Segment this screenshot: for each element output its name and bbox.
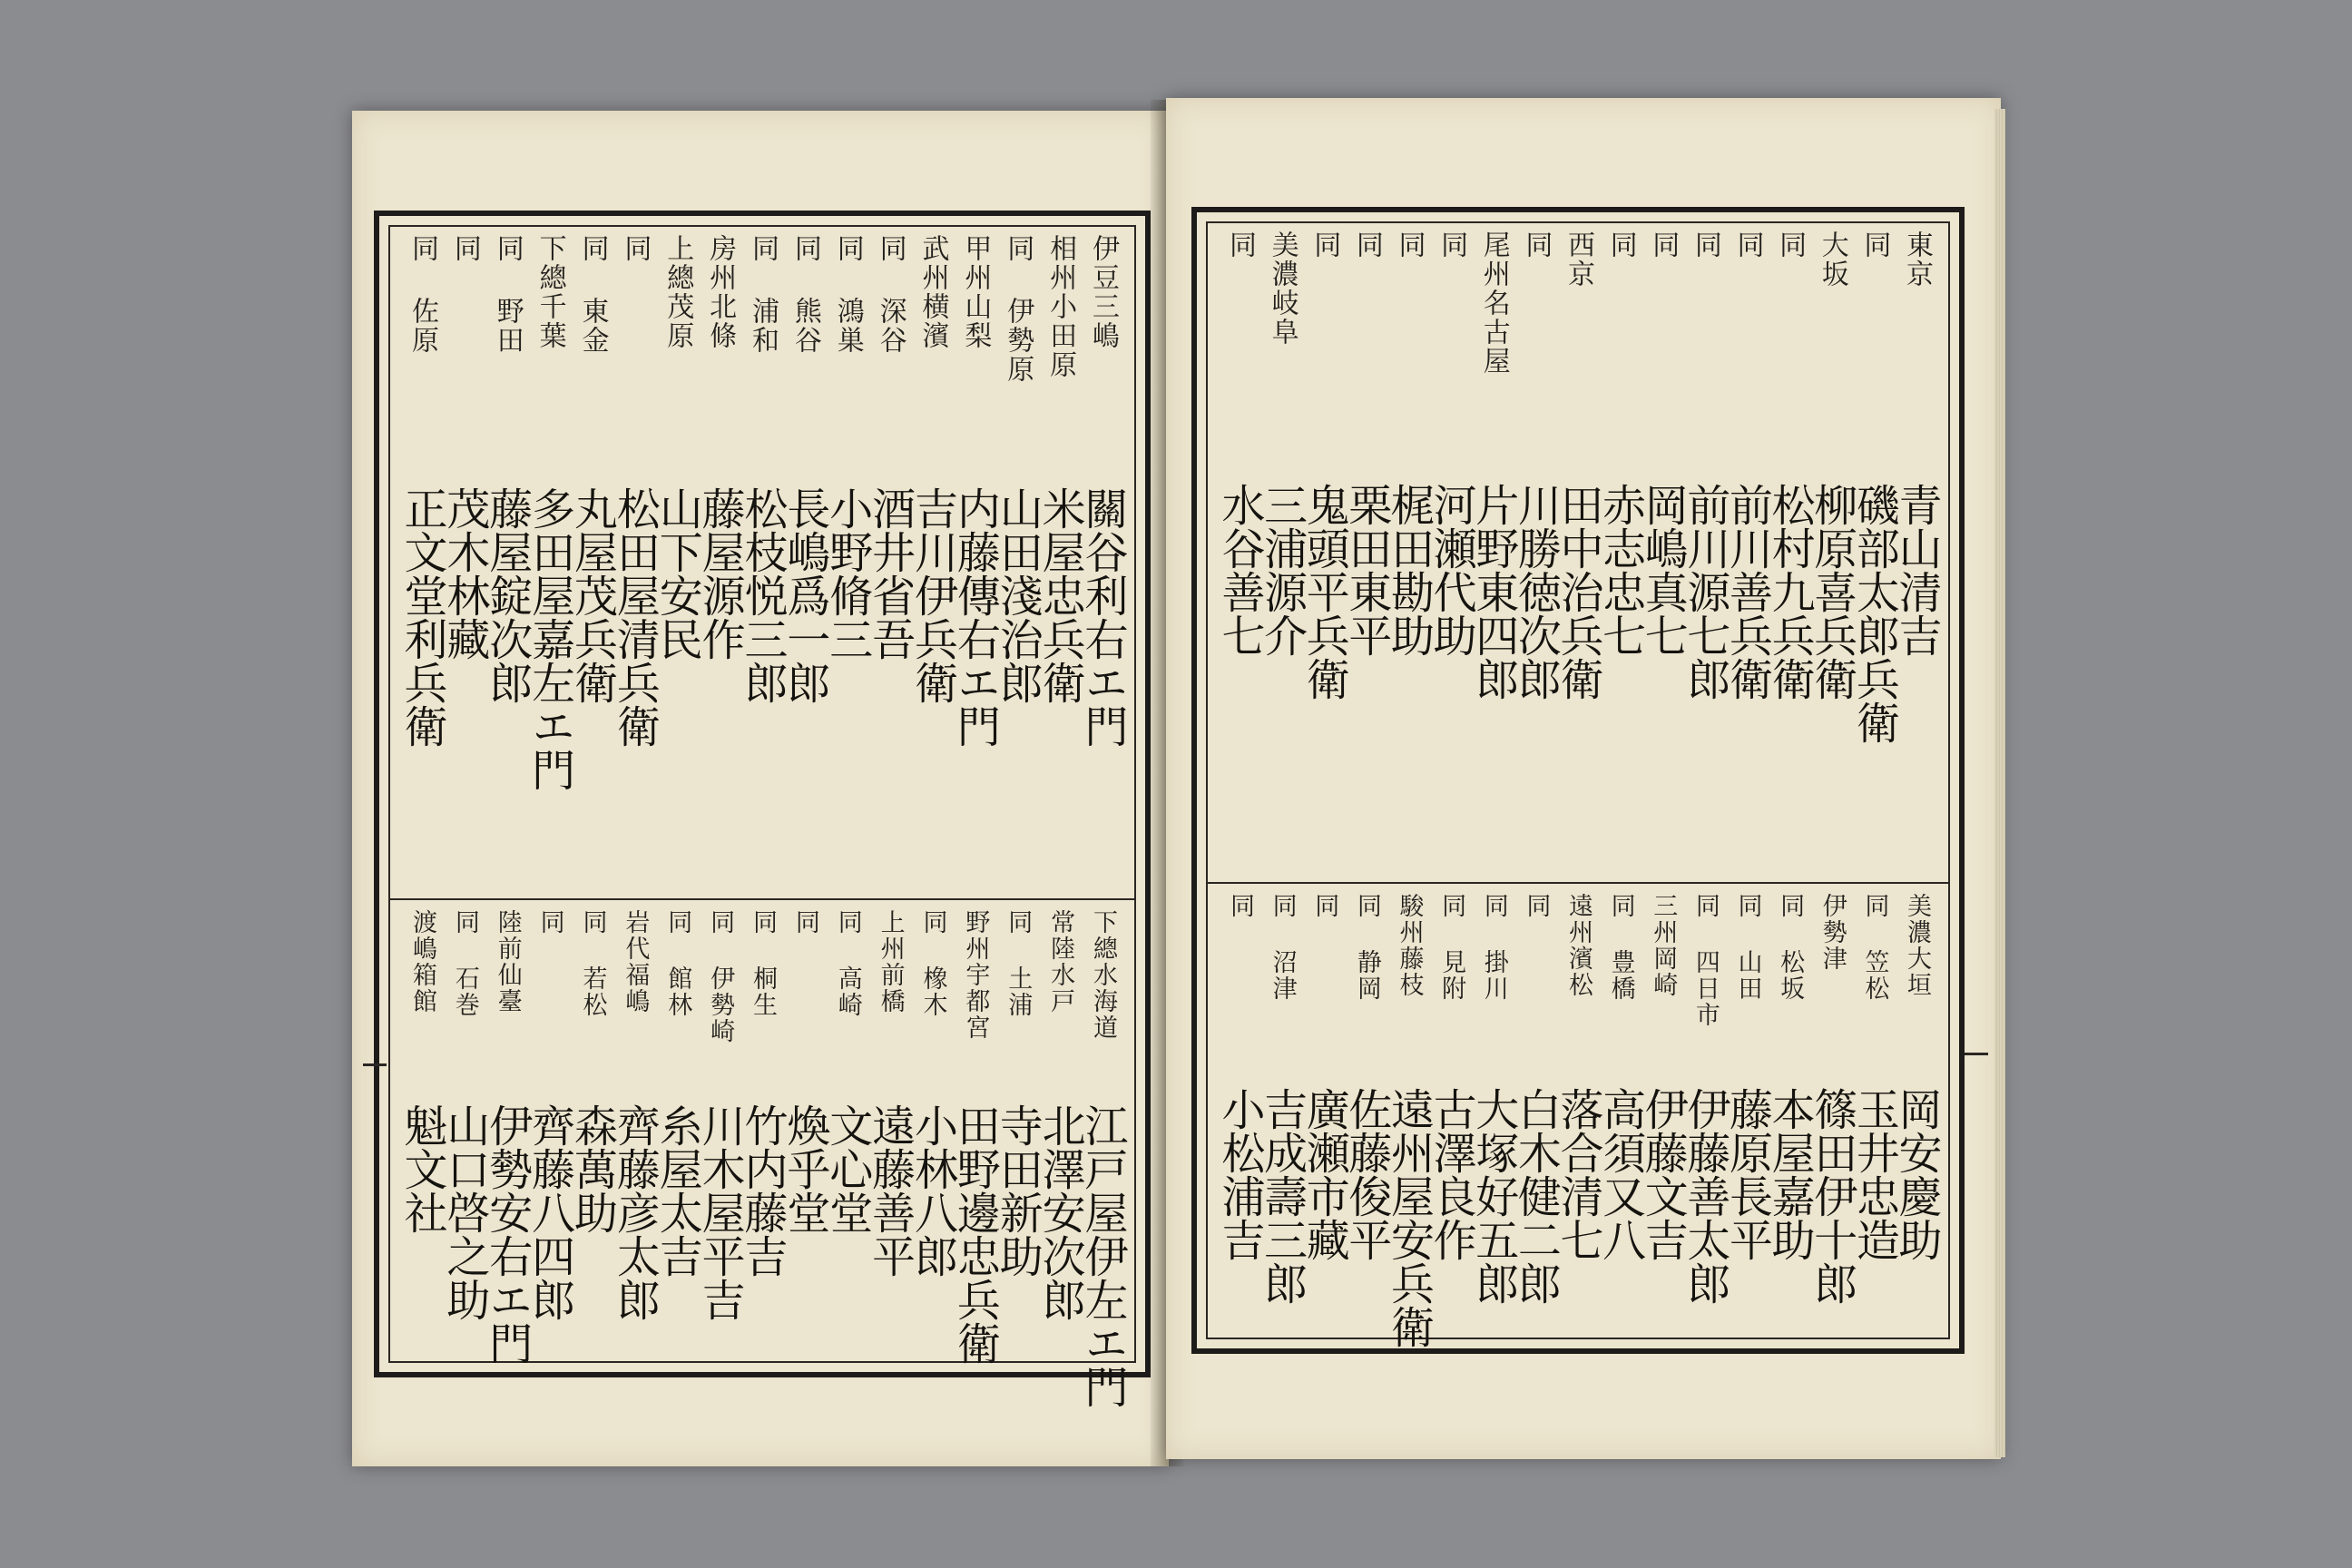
bookseller-name: 大塚好五郎 bbox=[1467, 1087, 1519, 1305]
right-margin-mark bbox=[1965, 1053, 1988, 1055]
bookseller-name: 長嶋爲一郎 bbox=[779, 486, 830, 704]
bookseller-name: 藤屋源作 bbox=[694, 486, 746, 661]
bookseller-name: 竹内藤吉 bbox=[737, 1103, 788, 1278]
right-divider bbox=[1206, 882, 1950, 884]
listing-column bbox=[438, 902, 490, 1370]
bookseller-name: 玉井忠造 bbox=[1848, 1087, 1900, 1261]
listing-column bbox=[1298, 886, 1350, 1345]
listing-column bbox=[524, 227, 575, 897]
listing-column bbox=[438, 227, 490, 897]
listing-column bbox=[949, 227, 1001, 897]
page-edges bbox=[1994, 109, 2005, 1457]
listing-column bbox=[694, 227, 746, 897]
bookseller-name: 小野脩三 bbox=[821, 486, 873, 661]
bookseller-name: 三浦源介 bbox=[1256, 483, 1308, 657]
place-name: 尾州名古屋 bbox=[1477, 230, 1510, 376]
listing-column bbox=[1510, 886, 1562, 1345]
bookseller-name: 北澤安次郎 bbox=[1034, 1103, 1086, 1321]
place-name: 同 佐原 bbox=[407, 234, 438, 355]
bookseller-name: 廣瀬市藏 bbox=[1298, 1087, 1350, 1261]
bookseller-name: 糸屋太吉 bbox=[652, 1103, 703, 1278]
listing-column bbox=[566, 902, 618, 1370]
place-name: 陸前仙臺 bbox=[493, 909, 522, 1014]
listing-column bbox=[779, 227, 830, 897]
listing-column bbox=[1467, 223, 1519, 880]
place-name: 同 浦和 bbox=[747, 234, 779, 355]
bookseller-name: 片野東四郎 bbox=[1467, 483, 1519, 701]
bookseller-name: 森萬助 bbox=[566, 1103, 618, 1234]
bookseller-name: 田中治兵衛 bbox=[1553, 483, 1603, 701]
place-name: 武州横濱 bbox=[916, 234, 949, 350]
listing-column bbox=[1553, 223, 1603, 880]
place-name: 同 bbox=[1522, 893, 1551, 919]
place-name: 同 笠松 bbox=[1860, 893, 1889, 1002]
place-name: 岩代福嶋 bbox=[621, 909, 650, 1014]
bookseller-name: 磯部太郎兵衛 bbox=[1848, 483, 1900, 744]
bookseller-name: 川木屋平吉 bbox=[694, 1103, 746, 1321]
listing-column bbox=[1764, 886, 1816, 1345]
place-name: 上總茂原 bbox=[662, 234, 694, 350]
listing-column bbox=[652, 227, 703, 897]
listing-column bbox=[1214, 886, 1265, 1345]
listing-column bbox=[609, 227, 661, 897]
place-name: 同 bbox=[1774, 230, 1807, 260]
listing-column bbox=[1077, 902, 1128, 1408]
listing-column bbox=[1679, 886, 1730, 1345]
listing-column bbox=[1721, 223, 1773, 880]
place-name: 同 石巻 bbox=[450, 909, 479, 1018]
listing-column bbox=[864, 902, 916, 1370]
listing-column bbox=[652, 902, 703, 1370]
place-name: 同 bbox=[1393, 230, 1426, 260]
place-name: 房州北條 bbox=[704, 234, 737, 350]
bookseller-name: 關谷利右エ門 bbox=[1077, 486, 1128, 748]
place-name: 同 東金 bbox=[576, 234, 609, 355]
bookseller-name: 酒井省吾 bbox=[864, 486, 916, 661]
listing-column bbox=[1721, 886, 1773, 1345]
bookseller-name: 文心堂 bbox=[821, 1103, 873, 1234]
listing-column bbox=[1214, 223, 1265, 880]
place-name: 同 静岡 bbox=[1352, 893, 1381, 1002]
place-name: 下總千葉 bbox=[534, 234, 566, 350]
left-top-section bbox=[388, 227, 1136, 897]
place-name: 同 bbox=[448, 234, 481, 263]
listing-column bbox=[992, 902, 1044, 1370]
bookseller-name: 吉川伊兵衛 bbox=[906, 486, 958, 704]
bookseller-name: 齊藤彦太郎 bbox=[609, 1103, 661, 1321]
bookseller-name: 小松浦吉 bbox=[1214, 1087, 1265, 1261]
listing-column bbox=[566, 227, 618, 897]
place-name: 遠州濱松 bbox=[1564, 893, 1592, 998]
listing-column bbox=[737, 902, 788, 1370]
bookseller-name: 茂木林藏 bbox=[438, 486, 490, 661]
bookseller-name: 丸屋茂兵衛 bbox=[566, 486, 618, 704]
bookseller-name: 山口啓之助 bbox=[438, 1103, 490, 1321]
listing-column bbox=[1340, 886, 1392, 1345]
listing-column bbox=[1340, 223, 1392, 880]
bookseller-name: 伊勢安右エ門 bbox=[481, 1103, 533, 1365]
place-name: 同 館林 bbox=[663, 909, 692, 1018]
bookseller-name: 赤志忠七 bbox=[1594, 483, 1646, 657]
listing-column bbox=[1848, 223, 1900, 880]
left-bottom-section bbox=[388, 902, 1136, 1408]
place-name: 同 若松 bbox=[578, 909, 607, 1018]
left-page-frame bbox=[374, 211, 1151, 1408]
place-name: 同 bbox=[1731, 230, 1764, 260]
bookseller-name: 遠州屋安兵衛 bbox=[1383, 1087, 1435, 1348]
bookseller-name: 齊藤八四郎 bbox=[524, 1103, 575, 1321]
listing-column bbox=[949, 902, 1001, 1370]
bookseller-name: 川勝徳次郎 bbox=[1510, 483, 1562, 701]
listing-column bbox=[821, 902, 873, 1370]
place-name: 同 bbox=[1689, 230, 1721, 260]
bookseller-name: 内藤傳右エ門 bbox=[949, 486, 1001, 748]
place-name: 東京 bbox=[1901, 230, 1933, 289]
place-name: 渡嶋箱館 bbox=[408, 909, 436, 1014]
bookseller-name: 柳原喜兵衛 bbox=[1806, 483, 1857, 701]
place-name: 同 bbox=[535, 909, 564, 936]
place-name: 下總水海道 bbox=[1089, 909, 1117, 1041]
listing-column bbox=[397, 902, 447, 1370]
bookseller-name: 煥乎堂 bbox=[779, 1103, 830, 1234]
listing-column bbox=[737, 227, 788, 897]
listing-column bbox=[906, 902, 958, 1370]
bookseller-name: 青山清吉 bbox=[1891, 483, 1942, 657]
listing-column bbox=[1034, 227, 1086, 897]
listing-column bbox=[1426, 886, 1477, 1345]
listing-column bbox=[481, 902, 533, 1370]
place-name: 同 bbox=[619, 234, 652, 263]
listing-column bbox=[1256, 223, 1308, 880]
bookseller-name: 岡安慶助 bbox=[1891, 1087, 1942, 1261]
place-name: 相州小田原 bbox=[1044, 234, 1077, 379]
place-name: 同 鴻巣 bbox=[831, 234, 864, 355]
place-name: 同 bbox=[790, 909, 819, 936]
place-name: 同 高崎 bbox=[833, 909, 862, 1018]
place-name: 同 山田 bbox=[1733, 893, 1762, 1002]
place-name: 西京 bbox=[1563, 230, 1594, 289]
place-name: 同 bbox=[1308, 230, 1341, 260]
listing-column bbox=[481, 227, 533, 897]
bookseller-name: 松枝悦三郎 bbox=[737, 486, 788, 704]
place-name: 同 bbox=[1436, 230, 1468, 260]
right-top-section bbox=[1206, 223, 1950, 880]
place-name: 同 bbox=[1520, 230, 1553, 260]
bookseller-name: 前川源七郎 bbox=[1679, 483, 1730, 701]
listing-column bbox=[1426, 223, 1477, 880]
bookseller-name: 伊藤文吉 bbox=[1637, 1087, 1689, 1261]
left-divider bbox=[388, 898, 1136, 900]
place-name: 上州前橋 bbox=[876, 909, 905, 1014]
place-name: 伊豆三嶋 bbox=[1087, 234, 1119, 350]
listing-column bbox=[1467, 886, 1519, 1345]
bookseller-name: 松田屋清兵衛 bbox=[609, 486, 661, 748]
listing-column bbox=[864, 227, 916, 897]
bookseller-name: 梶田勘助 bbox=[1383, 483, 1435, 657]
place-name: 同 沼津 bbox=[1268, 893, 1297, 1002]
right-page bbox=[1166, 98, 2001, 1459]
place-name: 駿州藤枝 bbox=[1395, 893, 1424, 998]
bookseller-name: 松村九兵衛 bbox=[1764, 483, 1816, 701]
bookseller-name: 吉成壽三郎 bbox=[1256, 1087, 1308, 1305]
bookseller-name: 高須又八 bbox=[1594, 1087, 1646, 1261]
bookseller-name: 岡嶋真七 bbox=[1637, 483, 1689, 657]
bookseller-name: 栗田東平 bbox=[1340, 483, 1392, 657]
listing-column bbox=[397, 227, 447, 897]
place-name: 常陸水戸 bbox=[1046, 909, 1075, 1014]
place-name: 同 bbox=[1858, 230, 1891, 260]
bookseller-name: 鬼頭平兵衛 bbox=[1298, 483, 1350, 701]
place-name: 美濃岐阜 bbox=[1266, 230, 1298, 347]
listing-column bbox=[821, 227, 873, 897]
listing-column bbox=[1891, 886, 1942, 1345]
left-page bbox=[352, 111, 1169, 1466]
listing-column bbox=[1679, 223, 1730, 880]
bookseller-name: 水谷善七 bbox=[1214, 483, 1265, 657]
listing-column bbox=[992, 227, 1044, 897]
bookseller-name: 正文堂利兵衛 bbox=[397, 486, 447, 748]
bookseller-name: 米屋忠兵衛 bbox=[1034, 486, 1086, 704]
listing-column bbox=[779, 902, 830, 1370]
listing-column bbox=[1510, 223, 1562, 880]
listing-column bbox=[1383, 886, 1435, 1348]
place-name: 同 深谷 bbox=[874, 234, 906, 355]
place-name: 同 bbox=[1310, 893, 1339, 919]
bookseller-name: 山下安民 bbox=[652, 486, 703, 661]
listing-column bbox=[1806, 886, 1857, 1345]
place-name: 同 bbox=[1350, 230, 1383, 260]
bookseller-name: 伊藤善太郎 bbox=[1679, 1087, 1730, 1305]
place-name: 同 土浦 bbox=[1004, 909, 1033, 1018]
listing-column bbox=[524, 902, 575, 1370]
bookseller-name: 藤屋錠次郎 bbox=[481, 486, 533, 704]
listing-column bbox=[1637, 886, 1689, 1345]
bookseller-name: 藤原長平 bbox=[1721, 1087, 1773, 1261]
listing-column bbox=[1077, 227, 1128, 897]
bookseller-name: 寺田新助 bbox=[992, 1103, 1044, 1278]
bookseller-name: 田野邊忠兵衛 bbox=[949, 1103, 1001, 1365]
bookseller-name: 古澤良作 bbox=[1426, 1087, 1477, 1261]
place-name: 大坂 bbox=[1816, 230, 1848, 289]
place-name: 同 伊勢原 bbox=[1002, 234, 1034, 384]
bookseller-name: 小林八郎 bbox=[906, 1103, 958, 1278]
bookseller-name: 多田屋嘉左エ門 bbox=[524, 486, 575, 791]
place-name: 同 野田 bbox=[491, 234, 524, 355]
place-name: 同 松坂 bbox=[1776, 893, 1805, 1002]
place-name: 同 掛川 bbox=[1479, 893, 1508, 1002]
place-name: 同 四日市 bbox=[1690, 893, 1720, 1028]
place-name: 同 bbox=[1226, 893, 1254, 919]
listing-column bbox=[1594, 223, 1646, 880]
place-name: 同 伊勢崎 bbox=[706, 909, 735, 1044]
place-name: 同 豊橋 bbox=[1606, 893, 1635, 1002]
place-name: 美濃大垣 bbox=[1903, 893, 1931, 998]
listing-column bbox=[1806, 223, 1857, 880]
place-name: 同 見附 bbox=[1437, 893, 1466, 1002]
bookseller-name: 白木健二郎 bbox=[1510, 1087, 1562, 1305]
bookseller-name: 山田淺治郎 bbox=[992, 486, 1044, 704]
bookseller-name: 遠藤善平 bbox=[864, 1103, 916, 1278]
place-name: 同 bbox=[1604, 230, 1637, 260]
listing-column bbox=[609, 902, 661, 1370]
listing-column bbox=[1383, 223, 1435, 880]
place-name: 伊勢津 bbox=[1818, 893, 1847, 972]
bookseller-name: 本屋嘉助 bbox=[1764, 1087, 1816, 1261]
place-name: 野州宇都宮 bbox=[961, 909, 990, 1041]
bookseller-name: 河瀬代助 bbox=[1426, 483, 1477, 657]
bookseller-name: 落合清七 bbox=[1553, 1087, 1603, 1261]
place-name: 三州岡崎 bbox=[1649, 893, 1678, 998]
listing-column bbox=[1764, 223, 1816, 880]
listing-column bbox=[1637, 223, 1689, 880]
listing-column bbox=[1298, 223, 1350, 880]
bookseller-name: 江戸屋伊左エ門 bbox=[1077, 1103, 1128, 1408]
right-page-frame bbox=[1191, 207, 1965, 1354]
place-name: 同 橡木 bbox=[918, 909, 947, 1018]
bookseller-name: 魁文社 bbox=[397, 1103, 447, 1234]
place-name: 甲州山梨 bbox=[959, 234, 992, 350]
bookseller-name: 前川善兵衛 bbox=[1721, 483, 1773, 701]
listing-column bbox=[1848, 886, 1900, 1345]
place-name: 同 bbox=[1647, 230, 1680, 260]
place-name: 同 bbox=[1224, 230, 1256, 260]
listing-column bbox=[1594, 886, 1646, 1345]
listing-column bbox=[1034, 902, 1086, 1370]
listing-column bbox=[1891, 223, 1942, 880]
listing-column bbox=[1553, 886, 1603, 1345]
listing-column bbox=[1256, 886, 1308, 1345]
place-name: 同 熊谷 bbox=[789, 234, 821, 355]
listing-column bbox=[694, 902, 746, 1370]
listing-column bbox=[906, 227, 958, 897]
right-bottom-section bbox=[1206, 886, 1950, 1348]
bookseller-name: 篠田伊十郎 bbox=[1806, 1087, 1857, 1305]
left-margin-mark bbox=[363, 1063, 387, 1066]
place-name: 同 桐生 bbox=[749, 909, 777, 1018]
bookseller-name: 佐藤俊平 bbox=[1340, 1087, 1392, 1261]
